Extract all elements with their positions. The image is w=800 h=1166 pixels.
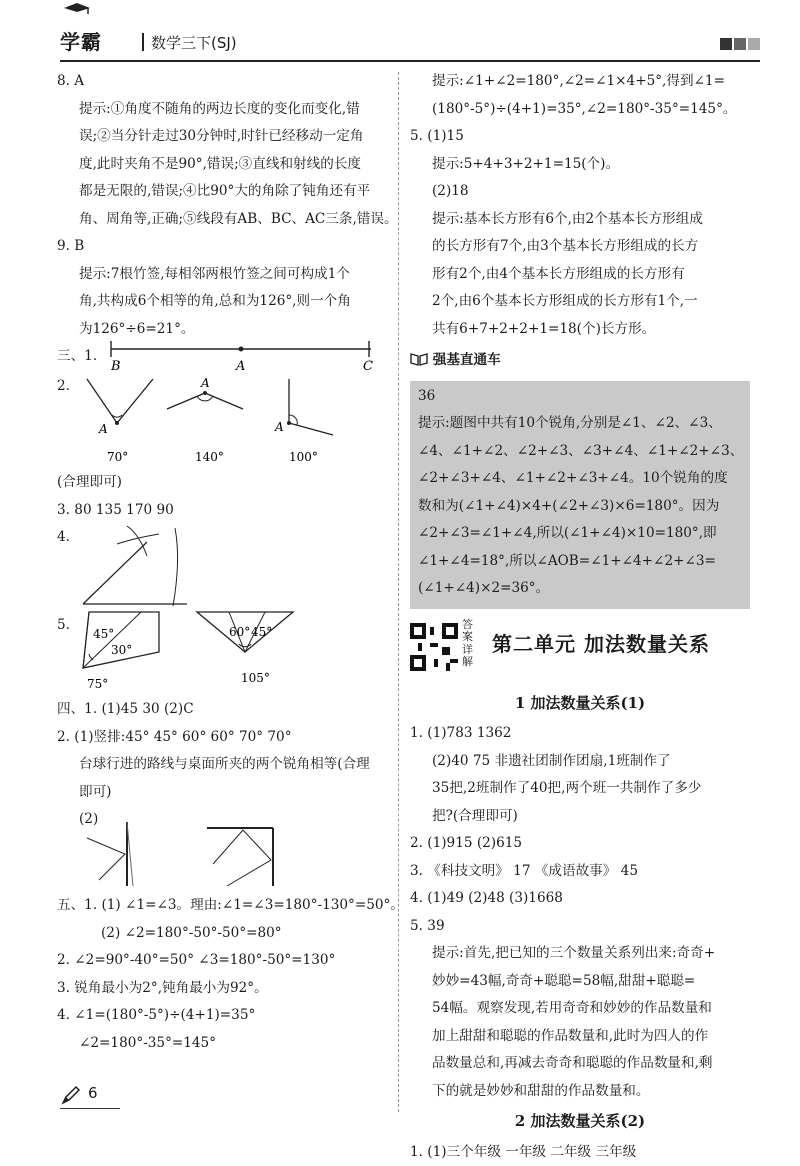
qr-code-icon[interactable] — [410, 623, 458, 671]
answer-a5: 5. 39 — [410, 913, 750, 941]
box-tip-line: ∠2+∠3+∠4、∠1+∠2+∠3+∠4。10个锐角的度 — [418, 465, 742, 493]
tip-q9-line: 为126°÷6=21°。 — [57, 316, 390, 344]
pencil-icon — [60, 1084, 82, 1106]
section-4-q2-text: 台球行进的路线与桌面所夹的两个锐角相等(合理 — [57, 751, 390, 779]
tip-a5-line: 品数量总和,再减去奇奇和聪聪的作品数量和,剩 — [410, 1050, 750, 1078]
answer-a4: 4. (1)49 (2)48 (3)1668 — [410, 885, 750, 913]
tip-q8-line: 角、周角等,正确;⑤线段有AB、BC、AC三条,错误。 — [57, 206, 390, 234]
tip-a5-line: 54幅。观察发现,若用奇奇和妙妙的作品数量和 — [410, 995, 750, 1023]
book-subtitle: 数学三下(SJ) — [151, 32, 237, 53]
answer-a1-2-line: 35把,2班制作了40把,两个班一共制作了多少 — [410, 775, 750, 803]
tip-q4-line: (180°-5°)÷(4+1)=35°,∠2=180°-35°=145°。 — [410, 96, 750, 124]
section-4-q2-part2: (2) — [57, 811, 98, 827]
point-label-b: B — [110, 359, 121, 374]
angle-value-3: 100° — [289, 450, 318, 464]
section-4-q2-text: 即可) — [57, 779, 390, 807]
answer-q8: 8. A — [57, 68, 390, 96]
triangle-ruler-figure — [79, 608, 379, 694]
box-tip-line: 数和为(∠1+∠4)×4+(∠2+∠3)×6=180°。因为 — [418, 493, 742, 521]
section-5-q2: 2. ∠2=90°-40°=50° ∠3=180°-50°=130° — [57, 947, 390, 975]
answer-a1-2-line: 把?(合理即可) — [410, 803, 750, 831]
section-5-q1a: 五、1. (1) ∠1=∠3。理由:∠1=∠3=180°-130°=50°。 — [57, 892, 390, 920]
answer-b1: 1. (1)三个年级 一年级 二年级 三年级 — [410, 1139, 750, 1166]
svg-text:75°: 75° — [87, 677, 108, 691]
note-reasonable: (合理即可) — [57, 469, 390, 497]
answer-r5-1: 5. (1)15 — [410, 123, 750, 151]
answer-a2: 2. (1)915 (2)615 — [410, 830, 750, 858]
section-3-q5: 5. — [57, 617, 70, 633]
answer-r5-2: (2)18 — [410, 178, 750, 206]
box-tip-line: ∠2+∠3=∠1+∠4,所以(∠1+∠4)×10=180°,即 — [418, 520, 742, 548]
box-tip-line: 提示:题图中共有10个锐角,分别是∠1、∠2、∠3、 — [418, 410, 742, 438]
section-3-q1: 三、1. — [57, 348, 97, 364]
section-3-q4: 4. — [57, 529, 70, 545]
section-5-q3: 3. 锐角最小为2°,钝角最小为92°。 — [57, 975, 390, 1003]
brand-logo: 学霸 — [60, 26, 102, 55]
tip-r5-2-line: 共有6+7+2+2+1=18(个)长方形。 — [410, 316, 750, 344]
tip-r5-2-line: 提示:基本长方形有6个,由2个基本长方形组成 — [410, 206, 750, 234]
answer-a1-1: 1. (1)783 1362 — [410, 720, 750, 748]
box-answer: 36 — [418, 383, 742, 411]
svg-text:30°: 30° — [111, 643, 132, 657]
tip-q8-line: 误;②当分针走过30分钟时,时针已经移动一定角 — [57, 123, 390, 151]
tip-q8-line: 都是无限的,错误;④比90°大的角除了钝角还有平 — [57, 178, 390, 206]
right-column — [410, 68, 750, 1166]
enrichment-box — [410, 381, 750, 609]
tip-a5-line: 提示:首先,把已知的三个数量关系列出来:奇奇+ — [410, 940, 750, 968]
tip-a5-line: 妙妙=43幅,奇奇+聪聪=58幅,甜甜+聪聪= — [410, 968, 750, 996]
box-tip-line: ∠1+∠4=18°,所以∠AOB=∠1+∠4+∠2+∠3= — [418, 548, 742, 576]
svg-text:A: A — [98, 422, 108, 436]
box-tip-line: (∠1+∠4)×2=36°。 — [418, 575, 742, 603]
left-column — [57, 68, 390, 1057]
tip-r5-1: 提示:5+4+3+2+1=15(个)。 — [410, 151, 750, 179]
section-3-q3: 3. 80 135 170 90 — [57, 497, 390, 525]
answer-a3: 3. 《科技文明》 17 《成语故事》 45 — [410, 858, 750, 886]
tip-a5-line: 加上甜甜和聪聪的作品数量和,此时为四人的作 — [410, 1023, 750, 1051]
book-icon — [410, 352, 428, 366]
svg-text:105°: 105° — [241, 671, 270, 685]
enrichment-box-title: 强基直通车 — [410, 347, 750, 375]
box-tip-line: ∠4、∠1+∠2、∠2+∠3、∠3+∠4、∠1+∠2+∠3、 — [418, 438, 742, 466]
page-footer — [60, 1082, 120, 1109]
unit-title: 第二单元 加法数量关系 — [492, 631, 710, 659]
tip-q8-line: 提示:①角度不随角的两边长度的变化而变化,错 — [57, 96, 390, 124]
tip-q8-line: 度,此时夹角不是90°,错误;③直线和射线的长度 — [57, 151, 390, 179]
svg-text:60°: 60° — [229, 625, 250, 639]
tip-a5-line: 下的就是妙妙和甜甜的作品数量和。 — [410, 1078, 750, 1106]
tip-r5-2-line: 2个,由6个基本长方形组成的长方形有1个,一 — [410, 288, 750, 316]
point-label-c: C — [363, 359, 373, 374]
unit-heading — [410, 623, 750, 687]
answer-a1-2: (2)40 75 非遗社团制作团扇,1班制作了 — [410, 748, 750, 776]
section-5-q4a: 4. ∠1=(180°-5°)÷(4+1)=35° — [57, 1002, 390, 1030]
tip-q4-line: 提示:∠1+∠2=180°,∠2=∠1×4+5°,得到∠1= — [410, 68, 750, 96]
section-4-q1: 四、1. (1)45 30 (2)C — [57, 696, 390, 724]
section-5-q1b: (2) ∠2=180°-50°-50°=80° — [57, 920, 390, 948]
page-number: 6 — [88, 1084, 98, 1102]
tip-r5-2-line: 的长方形有7个,由3个基本长方形组成的长方 — [410, 233, 750, 261]
qr-label: 答案详解 — [462, 619, 476, 669]
section-4-q2: 2. (1)竖排:45° 45° 60° 60° 70° 70° — [57, 724, 390, 752]
tip-q9-line: 角,共构成6个相等的角,总和为126°,则一个角 — [57, 288, 390, 316]
line-figure — [101, 337, 391, 375]
section-title-1: 1 加法数量关系(1) — [410, 690, 750, 718]
reflection-figure — [77, 820, 307, 890]
construction-figure — [77, 520, 197, 612]
angle-value-2: 140° — [195, 450, 224, 464]
section-3-q2: 2. — [57, 378, 70, 394]
graduation-cap-icon — [62, 2, 92, 14]
section-5-q4b: ∠2=180°-35°=145° — [57, 1030, 390, 1058]
page-header — [60, 14, 760, 62]
angles-figure — [77, 375, 377, 467]
svg-text:45°: 45° — [93, 627, 114, 641]
point-label-a: A — [235, 359, 245, 374]
svg-text:A: A — [200, 376, 210, 390]
angle-value-1: 70° — [107, 450, 128, 464]
svg-text:A: A — [274, 420, 284, 434]
answer-q9: 9. B — [57, 233, 390, 261]
tip-q9-line: 提示:7根竹签,每相邻两根竹签之间可构成1个 — [57, 261, 390, 289]
svg-text:45°: 45° — [251, 625, 272, 639]
section-title-2: 2 加法数量关系(2) — [410, 1108, 750, 1136]
header-decoration — [718, 38, 760, 54]
tip-r5-2-line: 形有2个,由4个基本长方形组成的长方形有 — [410, 261, 750, 289]
